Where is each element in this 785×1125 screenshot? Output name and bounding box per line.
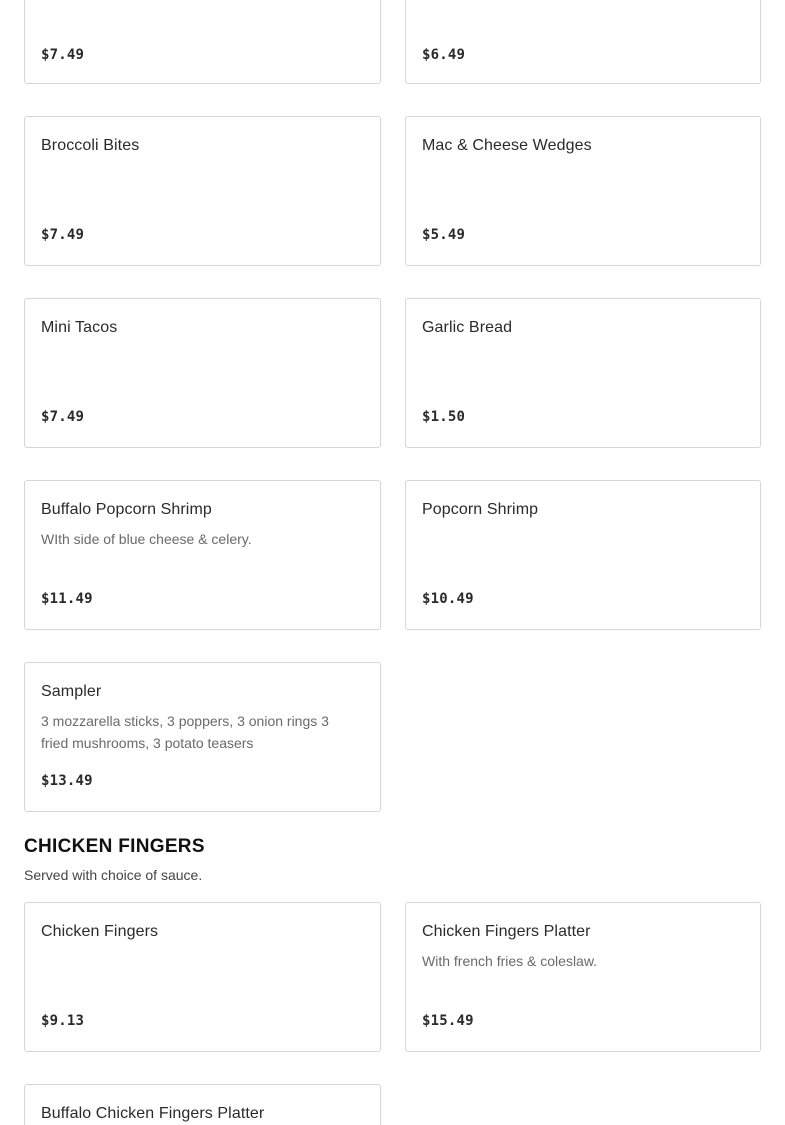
menu-item-card-buffalo-chicken-fingers-platter[interactable]: [24, 1084, 381, 1125]
item-description: With french fries & coleslaw.: [422, 953, 598, 969]
item-name: Chicken Fingers: [41, 923, 159, 940]
item-price: $11.49: [41, 591, 93, 607]
menu-item-card-broccoli-bites[interactable]: [24, 116, 381, 266]
menu-item-card-popcorn-shrimp[interactable]: [405, 480, 761, 630]
item-description: 3 mozzarella sticks, 3 poppers, 3 onion rings 3 fried mushrooms, 3 potato teasers: [41, 713, 329, 751]
item-name: Chicken Fingers Platter: [422, 923, 591, 940]
item-name: Mac & Cheese Wedges: [422, 137, 592, 154]
item-price: $1.50: [422, 409, 466, 425]
item-price: $7.49: [41, 47, 85, 63]
item-price: $10.49: [422, 591, 474, 607]
menu-item-card[interactable]: [405, 0, 761, 84]
menu-item-card-mini-tacos[interactable]: [24, 298, 381, 448]
menu-item-card-sampler[interactable]: [24, 662, 381, 812]
item-name: Mini Tacos: [41, 319, 118, 336]
item-price: $7.49: [41, 227, 85, 243]
item-price: $5.49: [422, 227, 466, 243]
item-price: $6.49: [422, 47, 466, 63]
item-name: Popcorn Shrimp: [422, 501, 539, 518]
menu-item-card-chicken-fingers-platter[interactable]: [405, 902, 761, 1052]
menu-item-card-buffalo-popcorn-shrimp[interactable]: [24, 480, 381, 630]
item-name: Buffalo Chicken Fingers Platter: [41, 1105, 265, 1122]
section-description: Served with choice of sauce.: [24, 867, 203, 883]
menu-item-card-mac-cheese-wedges[interactable]: [405, 116, 761, 266]
menu-item-card-chicken-fingers[interactable]: [24, 902, 381, 1052]
menu-item-card[interactable]: [24, 0, 381, 84]
item-name: Broccoli Bites: [41, 137, 140, 154]
menu-item-card-garlic-bread[interactable]: [405, 298, 761, 448]
item-description: WIth side of blue cheese & celery.: [41, 531, 252, 547]
section-title: CHICKEN FINGERS: [24, 836, 205, 857]
item-price: $9.13: [41, 1013, 85, 1029]
item-name: Sampler: [41, 683, 102, 700]
item-price: $13.49: [41, 773, 93, 789]
item-name: Buffalo Popcorn Shrimp: [41, 501, 212, 518]
item-price: $7.49: [41, 409, 85, 425]
item-price: $15.49: [422, 1013, 474, 1029]
item-name: Garlic Bread: [422, 319, 513, 336]
